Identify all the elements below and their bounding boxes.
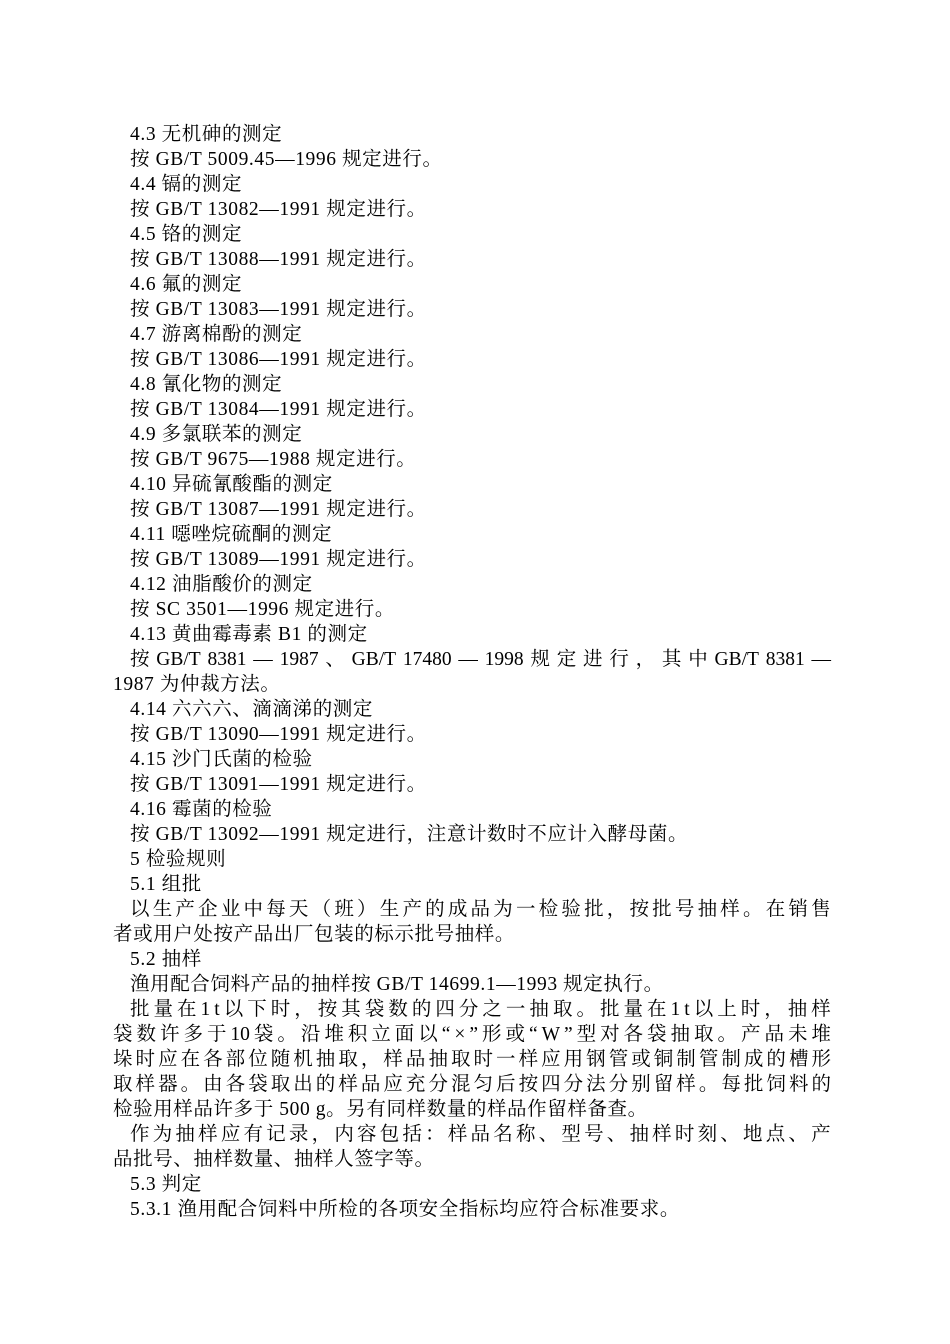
paragraph-line: 按 SC 3501—1996 规定进行。 — [130, 599, 395, 620]
paragraph-line: 取 样 器 。 由 各 袋 取 出 的 样 品 应 充 分 混 匀 后 按 四 分 法 分 别 留 样 。 每 批 饲 料 的 — [113, 1074, 831, 1095]
paragraph-line: 按 GB/T 13084—1991 规定进行。 — [130, 399, 427, 420]
section-heading: 5.1 组批 — [130, 874, 202, 895]
paragraph-line: 作 为 抽 样 应 有 记 录 ， 内 容 包 括 ： 样 品 名 称 、 型 号 、 抽 样 时 刻 、 地 点 、 产 — [130, 1124, 831, 1145]
section-heading: 4.12 油脂酸价的测定 — [130, 574, 313, 595]
paragraph-line: 按 GB/T 13088—1991 规定进行。 — [130, 249, 427, 270]
paragraph-line: 检验用样品许多于 500 g。另有同样数量的样品作留样备查。 — [113, 1099, 648, 1120]
section-heading: 5.3.1 渔用配合饲料中所检的各项安全指标均应符合标准要求。 — [130, 1199, 680, 1220]
section-heading: 4.3 无机砷的测定 — [130, 124, 283, 145]
paragraph-line: 按 GB/T 13092—1991 规定进行，注意计数时不应计入酵母菌。 — [130, 824, 689, 845]
paragraph-line: 按 GB/T 8381 — 1987 、 GB/T 17480 — 1998 规 定 进 行 ， 其 中 GB/T 8381 — — [130, 649, 831, 670]
section-heading: 4.15 沙门氏菌的检验 — [130, 749, 313, 770]
section-heading: 4.14 六六六、滴滴涕的测定 — [130, 699, 374, 720]
section-heading: 4.10 异硫氰酸酯的测定 — [130, 474, 333, 495]
paragraph-line: 按 GB/T 13089—1991 规定进行。 — [130, 549, 427, 570]
section-heading: 4.6 氟的测定 — [130, 274, 243, 295]
paragraph-line: 按 GB/T 13091—1991 规定进行。 — [130, 774, 427, 795]
paragraph-line: 按 GB/T 9675—1988 规定进行。 — [130, 449, 417, 470]
section-heading: 4.4 镉的测定 — [130, 174, 243, 195]
section-heading: 4.5 铬的测定 — [130, 224, 243, 245]
paragraph-line: 渔用配合饲料产品的抽样按 GB/T 14699.1—1993 规定执行。 — [130, 974, 664, 995]
paragraph-line: 按 GB/T 5009.45—1996 规定进行。 — [130, 149, 443, 170]
section-heading: 4.7 游离棉酚的测定 — [130, 324, 303, 345]
section-heading: 5.3 判定 — [130, 1174, 202, 1195]
section-heading: 4.8 氰化物的测定 — [130, 374, 283, 395]
section-heading: 4.13 黄曲霉毒素 B1 的测定 — [130, 624, 368, 645]
paragraph-line: 按 GB/T 13086—1991 规定进行。 — [130, 349, 427, 370]
section-heading: 4.11 噁唑烷硫酮的测定 — [130, 524, 333, 545]
paragraph-line: 垛 时 应 在 各 部 位 随 机 抽 取 ， 样 品 抽 取 时 一 样 应 用 钢 管 或 铜 制 管 制 成 的 槽 形 — [113, 1049, 831, 1070]
paragraph-line: 以 生 产 企 业 中 每 天 （ 班 ） 生 产 的 成 品 为 一 检 验 批 ， 按 批 号 抽 样 。 在 销 售 — [130, 899, 831, 920]
paragraph-line: 1987 为仲裁方法。 — [113, 674, 281, 695]
paragraph-line: 按 GB/T 13090—1991 规定进行。 — [130, 724, 427, 745]
paragraph-line: 按 GB/T 13087—1991 规定进行。 — [130, 499, 427, 520]
paragraph-line: 按 GB/T 13082—1991 规定进行。 — [130, 199, 427, 220]
section-heading: 4.16 霉菌的检验 — [130, 799, 273, 820]
paragraph-line: 袋 数 许 多 于 10 袋 。 沿 堆 积 立 面 以 “ × ” 形 或 “ W ” 型 对 各 袋 抽 取 。 产 品 未 堆 — [113, 1024, 831, 1045]
paragraph-line: 按 GB/T 13083—1991 规定进行。 — [130, 299, 427, 320]
section-heading: 4.9 多氯联苯的测定 — [130, 424, 303, 445]
paragraph-line: 批 量 在 1 t 以 下 时 ， 按 其 袋 数 的 四 分 之 一 抽 取 。 批 量 在 1 t 以 上 时 ， 抽 样 — [130, 999, 831, 1020]
section-heading: 5.2 抽样 — [130, 949, 202, 970]
paragraph-line: 者或用户处按产品出厂包装的标示批号抽样。 — [113, 924, 516, 945]
paragraph-line: 品批号、抽样数量、抽样人签字等。 — [113, 1149, 435, 1170]
section-heading: 5 检验规则 — [130, 849, 227, 870]
document-page — [113, 122, 831, 1222]
